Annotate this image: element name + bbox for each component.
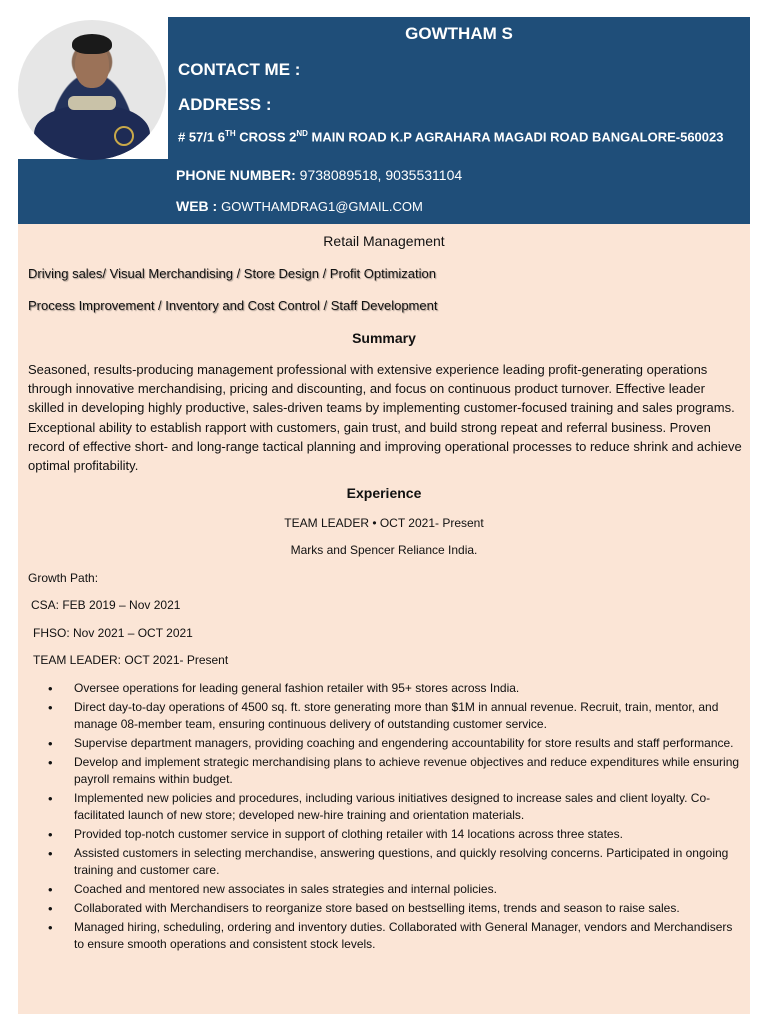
skills-line-2: Process Improvement / Inventory and Cost Control / Staff Development [28, 298, 438, 313]
responsibilities-list [28, 680, 740, 955]
address-text: # 57/1 6TH CROSS 2ND MAIN ROAD K.P AGRAHARA MAGADI ROAD BANGALORE-560023 [178, 129, 724, 145]
list-item: • Implemented new policies and procedures, including various initiatives designed to increase sales and client loyalty. Co-facilitated launch of new store; developed new-hire training and orientation materials. [28, 790, 740, 824]
growth-step: TEAM LEADER: OCT 2021- Present [33, 653, 229, 667]
experience-title: Experience [346, 485, 422, 501]
address-heading: ADDRESS : [178, 95, 272, 114]
list-item: • Oversee operations for leading general fashion retailer with 95+ stores across India. [28, 680, 740, 697]
list-item: • Managed hiring, scheduling, ordering and inventory duties. Collaborated with General Manager, vendors and Merchandisers to ensure smooth operations and consistent stock levels. [28, 919, 740, 953]
summary-text: Seasoned, results-producing management professional with extensive experience leading profit-generating operations through innovative merchandising, pricing and discounting, and focus on continuous product turnover. Effective leader skilled in developing highly productive, sales-driven teams by implementing customer-focused training and sales programs. Exceptional ability to establish rapport with customers, gain trust, and build strong repeat and referral business. Proven record of effective short- and long-range tactical planning and improving operational processes to reduce shrink and achieve optimal profitability. [28, 362, 742, 474]
growth-step: FHSO: Nov 2021 – OCT 2021 [33, 626, 193, 640]
skills-line-1: Driving sales/ Visual Merchandising / Store Design / Profit Optimization [28, 266, 436, 281]
list-item: • Supervise department managers, providing coaching and engendering accountability for store results and staff performance. [28, 735, 740, 752]
web-line [176, 198, 423, 214]
list-item: • Develop and implement strategic merchandising plans to achieve revenue objectives and reduce expenditures while ensuring payroll remains within budget. [28, 754, 740, 788]
list-item: • Coached and mentored new associates in sales strategies and internal policies. [28, 881, 740, 898]
web-label: WEB : [176, 198, 218, 214]
profile-photo [18, 20, 166, 160]
list-item: • Direct day-to-day operations of 4500 sq. ft. store generating more than $1M in annual revenue. Recruit, train, mentor, and manage 08-member team, ensuring continuous delivery of outstanding customer service. [28, 699, 740, 733]
skills-title: Retail Management [323, 233, 445, 249]
list-item: • Provided top-notch customer service in support of clothing retailer with 14 locations across three states. [28, 826, 740, 843]
phone-value: 9738089518, 9035531104 [299, 167, 463, 183]
list-item: • Assisted customers in selecting merchandise, answering questions, and quickly resolving concerns. Participated in ongoing training and customer care. [28, 845, 740, 879]
candidate-name: GOWTHAM S [405, 24, 513, 43]
growth-path-label: Growth Path: [28, 571, 99, 585]
experience-company: Marks and Spencer Reliance India. [290, 543, 478, 557]
growth-step: CSA: FEB 2019 – Nov 2021 [31, 598, 181, 612]
contact-heading: CONTACT ME : [178, 60, 301, 79]
phone-line [176, 167, 462, 183]
experience-role: TEAM LEADER • OCT 2021- Present [284, 516, 484, 530]
summary-title: Summary [352, 330, 416, 346]
list-item: • Collaborated with Merchandisers to reorganize store based on bestselling items, trends and season to raise sales. [28, 900, 740, 917]
email-value[interactable]: GOWTHAMDRAG1@GMAIL.COM [221, 199, 423, 214]
phone-label: PHONE NUMBER: [176, 167, 296, 183]
